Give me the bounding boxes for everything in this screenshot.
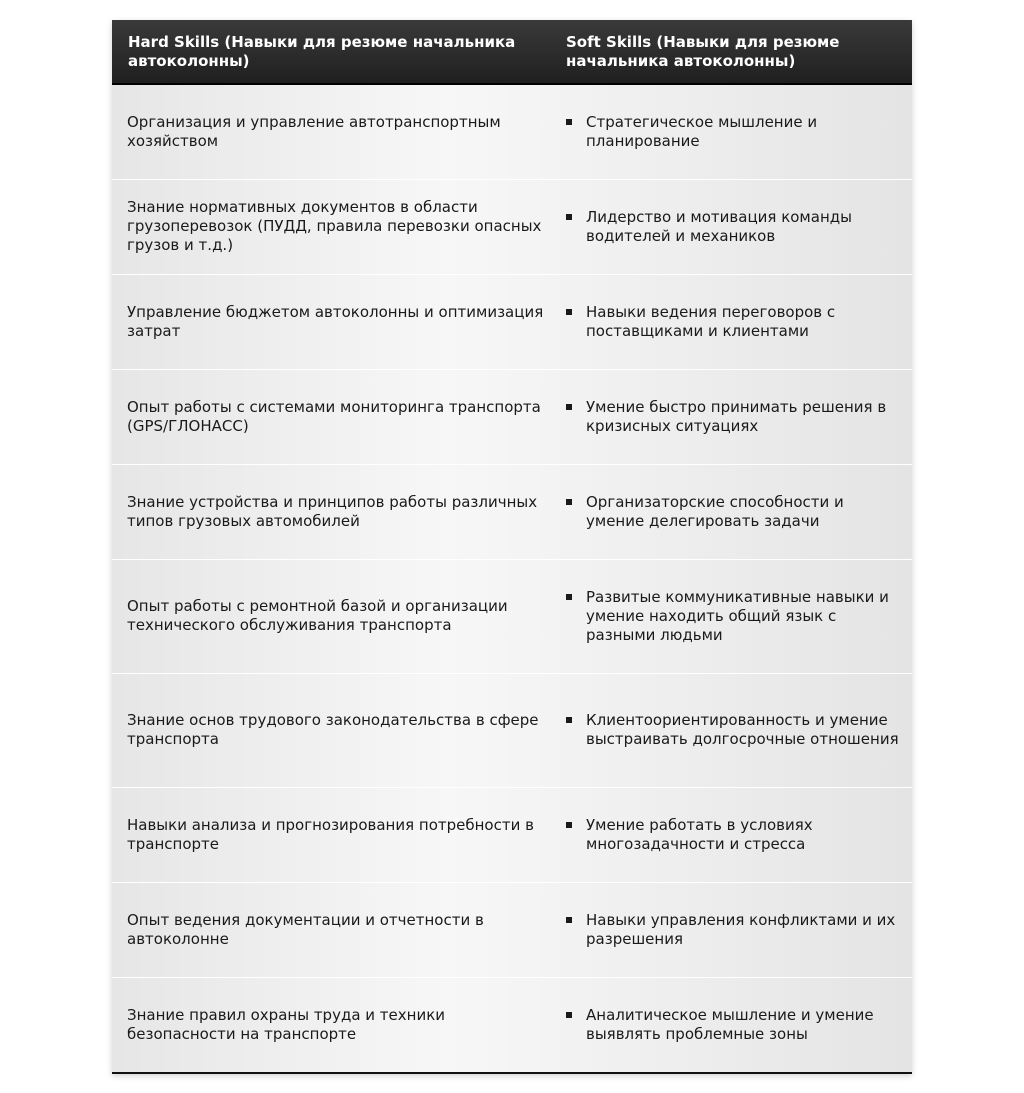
soft-skill-cell (552, 84, 912, 179)
bullet-icon (566, 917, 572, 923)
bullet-icon (566, 499, 572, 505)
soft-skill-cell (552, 559, 912, 673)
soft-skill-text: Лидерство и мотивация команды водителей и механиков (586, 207, 852, 245)
hard-skill-cell: Управление бюджетом автоколонны и оптимизация затрат (112, 274, 552, 369)
soft-skill-cell (552, 464, 912, 559)
table-row (112, 84, 912, 179)
hard-skill-cell: Знание нормативных документов в области грузоперевозок (ПУДД, правила перевозки опасных грузов и т.д.) (112, 179, 552, 274)
hard-skill-cell: Знание устройства и принципов работы различных типов грузовых автомобилей (112, 464, 552, 559)
soft-skill-cell (552, 787, 912, 882)
header-row (112, 20, 912, 84)
bullet-icon (566, 404, 572, 410)
header-soft-skills: Soft Skills (Навыки для резюме начальника автоколонны) (552, 20, 912, 84)
table-row (112, 274, 912, 369)
table-body (112, 84, 912, 1072)
hard-skill-cell: Знание правил охраны труда и техники безопасности на транспорте (112, 977, 552, 1072)
soft-skill-item (566, 208, 902, 246)
bullet-icon (566, 717, 572, 723)
table-bottom-border (112, 1072, 912, 1074)
soft-skill-text: Умение быстро принимать решения в кризисных ситуациях (586, 397, 887, 435)
header-hard-skills: Hard Skills (Навыки для резюме начальника автоколонны) (112, 20, 552, 84)
soft-skill-item (566, 493, 902, 531)
hard-skill-cell: Навыки анализа и прогнозирования потребности в транспорте (112, 787, 552, 882)
soft-skill-text: Умение работать в условиях многозадачности и стресса (586, 815, 813, 853)
hard-skill-cell: Опыт работы с системами мониторинга транспорта (GPS/ГЛОНАСС) (112, 369, 552, 464)
table-row (112, 882, 912, 977)
hard-skill-cell: Опыт ведения документации и отчетности в автоколонне (112, 882, 552, 977)
soft-skill-text: Организаторские способности и умение делегировать задачи (586, 492, 844, 530)
bullet-icon (566, 119, 572, 125)
table-row (112, 673, 912, 787)
hard-skill-cell: Опыт работы с ремонтной базой и организации технического обслуживания транспорта (112, 559, 552, 673)
soft-skill-cell (552, 179, 912, 274)
soft-skill-cell (552, 673, 912, 787)
soft-skill-cell (552, 977, 912, 1072)
bullet-icon (566, 214, 572, 220)
table-row (112, 464, 912, 559)
soft-skill-item (566, 303, 902, 341)
soft-skill-cell (552, 882, 912, 977)
soft-skill-cell (552, 369, 912, 464)
soft-skill-text: Стратегическое мышление и планирование (586, 112, 818, 150)
skills-table-container (112, 20, 912, 1074)
skills-table (112, 20, 912, 1072)
table-row (112, 559, 912, 673)
soft-skill-item (566, 113, 902, 151)
soft-skill-text: Аналитическое мышление и умение выявлять проблемные зоны (586, 1005, 874, 1043)
bullet-icon (566, 309, 572, 315)
hard-skill-cell: Знание основ трудового законодательства в сфере транспорта (112, 673, 552, 787)
table-row (112, 787, 912, 882)
table-row (112, 369, 912, 464)
soft-skill-cell (552, 274, 912, 369)
bullet-icon (566, 1012, 572, 1018)
soft-skill-text: Навыки ведения переговоров с поставщиками и клиентами (586, 302, 836, 340)
soft-skill-item (566, 816, 902, 854)
soft-skill-item (566, 398, 902, 436)
hard-skill-cell: Организация и управление автотранспортным хозяйством (112, 84, 552, 179)
soft-skill-item (566, 911, 902, 949)
soft-skill-item (566, 711, 902, 749)
table-row (112, 977, 912, 1072)
table-row (112, 179, 912, 274)
soft-skill-text: Клиентоориентированность и умение выстраивать долгосрочные отношения (586, 711, 899, 748)
table-header (112, 20, 912, 84)
soft-skill-text: Развитые коммуникативные навыки и умение находить общий язык с разными людьми (586, 587, 889, 644)
soft-skill-item (566, 1006, 902, 1044)
bullet-icon (566, 594, 572, 600)
bullet-icon (566, 822, 572, 828)
soft-skill-item (566, 588, 902, 645)
soft-skill-text: Навыки управления конфликтами и их разрешения (586, 910, 896, 948)
